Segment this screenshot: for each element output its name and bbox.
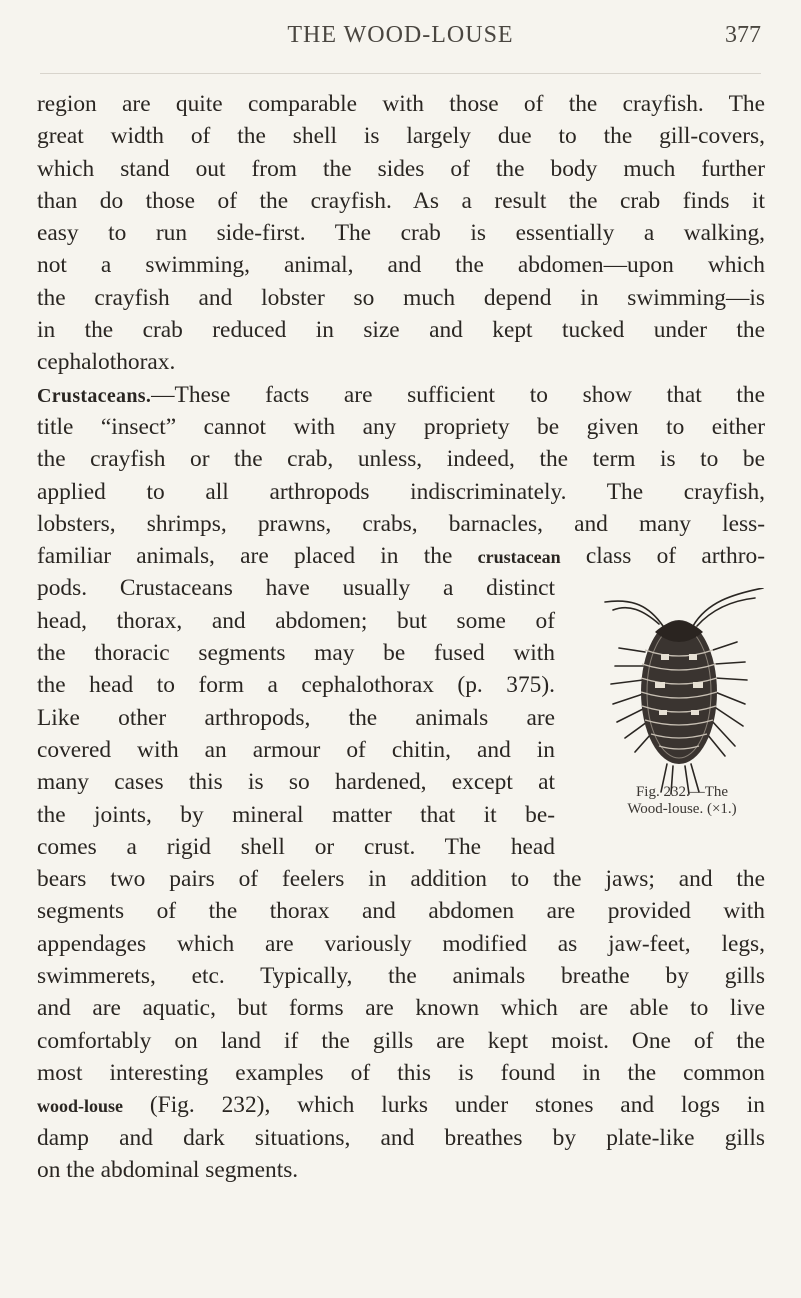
text-line: segments of the thorax and abdomen are provided with	[37, 898, 765, 925]
text-line: most interesting examples of this is found in the common	[37, 1059, 765, 1086]
text-run: familiar animals, are placed in the	[37, 543, 453, 570]
text-line: and are aquatic, but forms are known which are able to live	[37, 995, 765, 1022]
running-head	[0, 14, 801, 54]
text-line	[37, 540, 765, 572]
text-line: the thoracic segments may be fused with	[37, 640, 555, 667]
text-line	[37, 379, 765, 411]
text-line: Like other arthropods, the animals are	[37, 704, 555, 731]
section-heading: Crustaceans.	[37, 384, 152, 407]
text-line: damp and dark situations, and breathes by plate-like gills	[37, 1124, 765, 1151]
text-line: pods. Crustaceans have usually a distinct	[37, 575, 555, 602]
text-line: lobsters, shrimps, prawns, crabs, barnacles, and many less-	[37, 510, 765, 537]
text-line: swimmerets, etc. Typically, the animals breathe by gills	[37, 963, 765, 990]
text-run: class of arthro-	[585, 543, 765, 570]
text-line: in the crab reduced in size and kept tucked under the	[37, 317, 765, 344]
text-line: the head to form a cephalothorax (p. 375).	[37, 672, 555, 699]
text-line: on the abdominal segments.	[37, 1156, 299, 1183]
text-line: the joints, by mineral matter that it be-	[37, 801, 555, 828]
text-line: not a swimming, animal, and the abdomen—upon which	[37, 252, 765, 279]
text-line: the crayfish and lobster so much depend in swimming—is	[37, 284, 765, 311]
text-line	[37, 1089, 765, 1121]
text-line: appendages which are variously modified as jaw-feet, legs,	[37, 930, 765, 957]
text-line: region are quite comparable with those of the crayfish. The	[37, 91, 765, 117]
text-line: comes a rigid shell or crust. The head	[37, 833, 555, 860]
text-line: applied to all arthropods indiscriminately. The crayfish,	[37, 478, 765, 505]
wood-louse-illustration	[585, 588, 775, 798]
caption-line: Fig. 232.—The	[635, 784, 729, 800]
text-line: title “insect” cannot with any propriety be given to either	[37, 413, 765, 440]
text-line: than do those of the crayfish. As a result the crab finds it	[37, 187, 765, 214]
text-run: (Fig. 232), which lurks under stones and logs in	[149, 1092, 765, 1119]
caption-line: Wood-louse. (×1.)	[627, 801, 737, 817]
text-line: head, thorax, and abdomen; but some of	[37, 607, 555, 634]
text-line: covered with an armour of chitin, and in	[37, 736, 555, 763]
text-line: which stand out from the sides of the body much further	[37, 155, 765, 182]
text-line: cephalothorax.	[37, 349, 176, 376]
text-line: many cases this is so hardened, except at	[37, 769, 555, 796]
header-rule	[40, 73, 761, 74]
text-line: bears two pairs of feelers in addition to the jaws; and the	[37, 866, 765, 893]
figure-caption	[572, 784, 792, 818]
term-crustacean: crustacean	[477, 547, 561, 568]
running-title: THE WOOD-LOUSE	[287, 22, 514, 48]
page-number: 377	[725, 22, 761, 48]
text-line: the crayfish or the crab, unless, indeed, the term is to be	[37, 446, 765, 473]
text-line: comfortably on land if the gills are kept moist. One of the	[37, 1027, 765, 1054]
text-run: —These facts are sufficient to show that the	[151, 381, 765, 408]
text-line: easy to run side-first. The crab is essentially a walking,	[37, 220, 765, 247]
text-line: great width of the shell is largely due to the gill-covers,	[37, 123, 765, 150]
term-wood-louse: wood-louse	[37, 1096, 124, 1117]
